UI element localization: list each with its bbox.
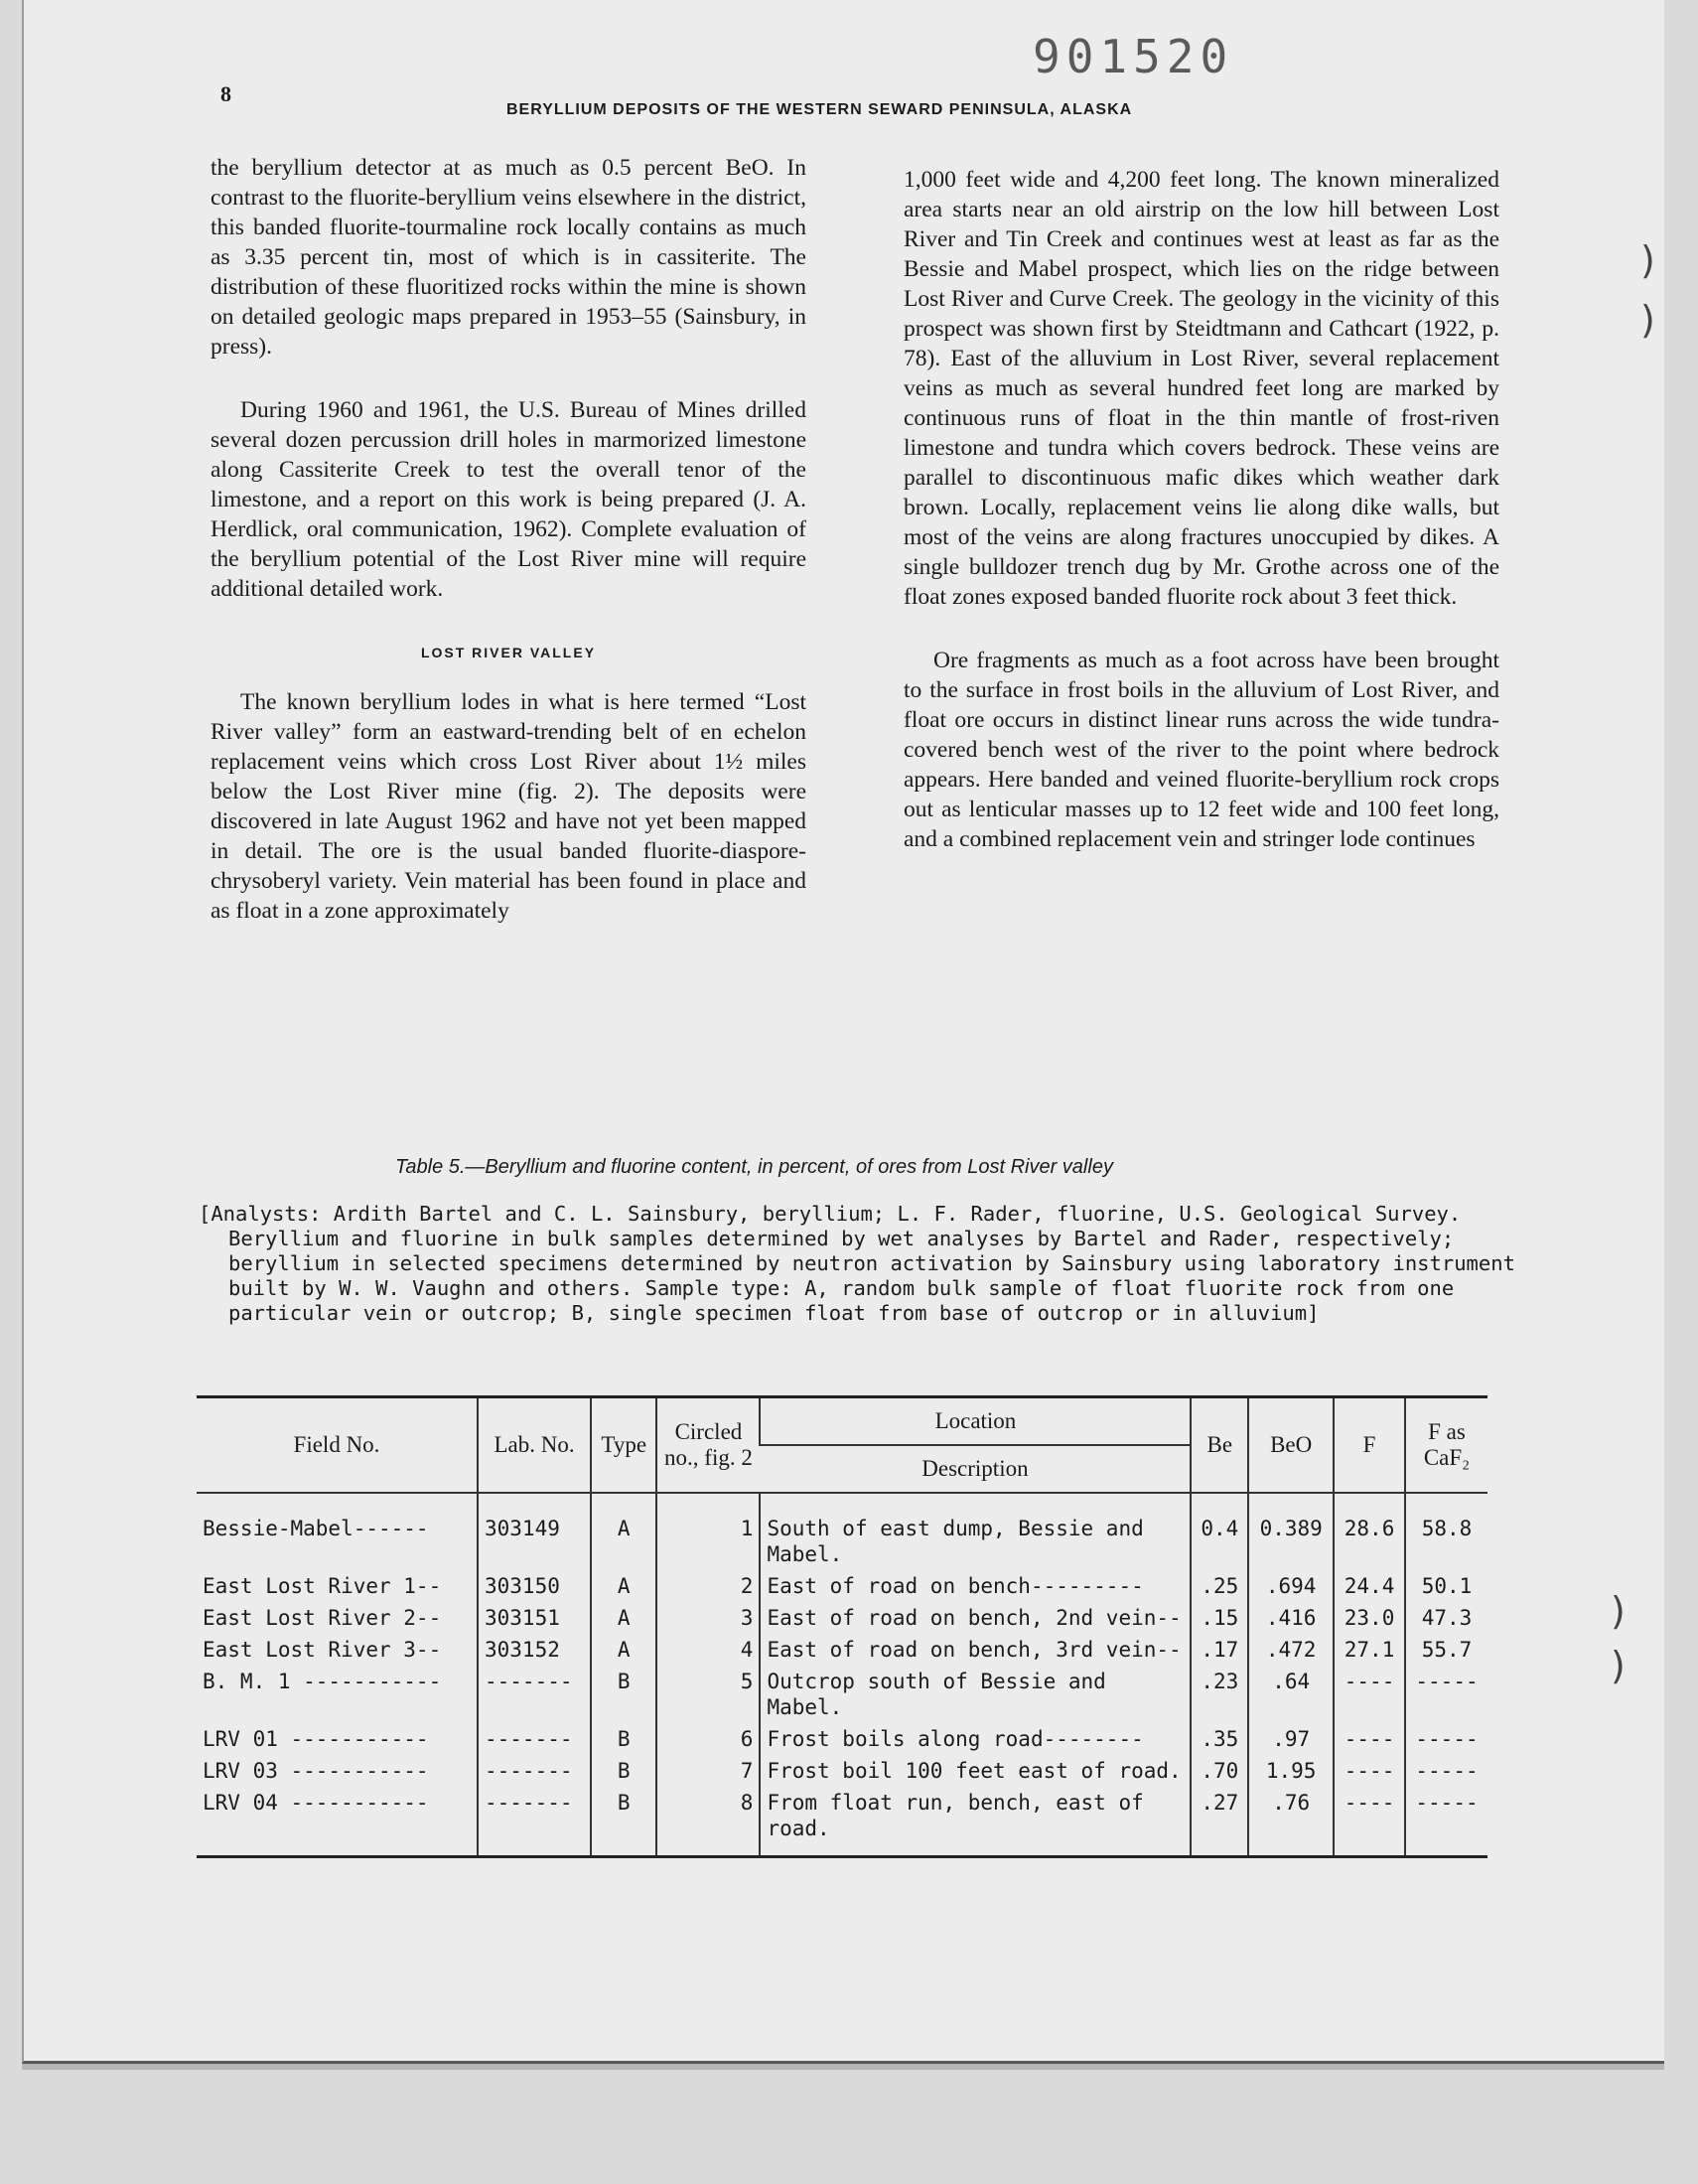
type-cell: A [591,1493,656,1570]
beo-cell: .472 [1248,1634,1334,1666]
beo-cell: .694 [1248,1570,1334,1602]
right-paragraph-2: Ore fragments as much as a foot across have been brought to the surface in frost boils in the alluvium of Lost River, and float ore occurs in distinct linear runs across the wide tundra-covered bench west of the river to the point where bedrock appears. Here banded and veined fluorite-beryllium rock crops out as lenticular masses up to 12 feet wide and 100 feet long, and a combined replacement vein and stringer lode continues [904,648,1499,852]
be-cell: .25 [1191,1570,1248,1602]
circled-no-cell: 5 [656,1666,760,1723]
description-cell: Outcrop south of Bessie and Mabel. [760,1666,1191,1723]
circled-no-cell: 3 [656,1602,760,1634]
be-cell: .17 [1191,1634,1248,1666]
table-row [197,1787,1487,1857]
table-note: [Analysts: Ardith Bartel and C. L. Sainsbury, beryllium; L. F. Rader, fluorine, U.S. Geological Survey. Beryllium and fluorine in bulk samples determined by wet analyses by Bartel and Rader, respectively; beryllium in selected specimens determined by neutron activation by Sainsbury using laboratory instrument built by W. W. Vaughn and others. Sample type: A, random bulk sample of float fluorite rock from one particular vein or outcrop; B, single specimen float from base of outcrop or in alluvium] [199,1202,1515,1325]
f-cell: 27.1 [1334,1634,1405,1666]
f-cell: ---- [1334,1755,1405,1787]
f-as-caf2-cell: 50.1 [1405,1570,1487,1602]
description-cell: From float run, bench, east of road. [760,1787,1191,1857]
page-number: 8 [220,81,231,106]
f-cell: 24.4 [1334,1570,1405,1602]
left-paragraph-2: During 1960 and 1961, the U.S. Bureau of Mines drilled several dozen percussion drill holes in marmorized limestone along Cassiterite Creek to test the overall tenor of the limestone, and a report on this work is being prepared (J. A. Herdlick, oral communication, 1962). Complete evaluation of the beryllium potential of the Lost River mine will require additional detailed work. [211,397,806,602]
lab-no-cell: 303149 [478,1493,591,1570]
f-as-caf2-cell: ----- [1405,1787,1487,1857]
beo-cell: 0.389 [1248,1493,1334,1570]
header-f-as-caf2: F as CaF₂ [1405,1397,1487,1494]
be-cell: .27 [1191,1787,1248,1857]
margin-mark: ) [1640,298,1655,342]
f-cell: 23.0 [1334,1602,1405,1634]
be-cell: .15 [1191,1602,1248,1634]
header-field-no: Field No. [197,1397,478,1494]
header-circled-no: Circled no., fig. 2 [656,1397,760,1494]
header-description: Description [760,1445,1191,1493]
section-heading: LOST RIVER VALLEY [420,645,597,660]
type-cell: B [591,1723,656,1755]
right-paragraph-1: 1,000 feet wide and 4,200 feet long. The known mineralized area starts near an old airstrip on the low hill between Lost River and Tin Creek and continues west at least as far as the Bessie and Mabel prospect, which lies on the ridge between Lost River and Curve Creek. The geology in the vicinity of this prospect was shown first by Steidtmann and Cathcart (1922, p. 78). East of the alluvium in Lost River, several replacement veins as much as several hundred feet long are marked by continuous runs of float in the thin mantle of frost-riven limestone and tundra which covers bedrock. These veins are parallel to discontinuous mafic dikes which weather dark brown. Locally, replacement veins lie along dike walls, but most of the veins are along fractures unoccupied by dikes. A single bulldozer trench dug by Mr. Grothe across one of the float zones exposed banded fluorite rock about 3 feet thick. [904,167,1499,610]
lab-no-cell: 303150 [478,1570,591,1602]
be-cell: 0.4 [1191,1493,1248,1570]
circled-no-cell: 4 [656,1634,760,1666]
left-paragraph-1: the beryllium detector at as much as 0.5 percent BeO. In contrast to the fluorite-beryllium veins elsewhere in the district, this banded fluorite-tourmaline rock locally contains as much as 3.35 percent tin, most of which is in cassiterite. The distribution of these fluoritized rocks within the mine is shown on detailed geologic maps prepared in 1953–55 (Sainsbury, in press). [211,155,806,360]
f-cell: ---- [1334,1787,1405,1857]
table-row [197,1755,1487,1787]
f-cell: ---- [1334,1666,1405,1723]
f-as-caf2-cell: ----- [1405,1755,1487,1787]
lab-no-cell: ------- [478,1787,591,1857]
field-no-cell: East Lost River 1-- [203,1574,442,1598]
type-cell: B [591,1666,656,1723]
f-as-caf2-cell: ----- [1405,1723,1487,1755]
margin-mark: ) [1611,1589,1626,1633]
lab-no-cell: ------- [478,1755,591,1787]
lab-no-cell: 303152 [478,1634,591,1666]
circled-no-cell: 7 [656,1755,760,1787]
table-row [197,1570,1487,1602]
header-f: F [1334,1397,1405,1494]
type-cell: B [591,1755,656,1787]
lab-no-cell: ------- [478,1723,591,1755]
f-as-caf2-cell: 58.8 [1405,1493,1487,1570]
beo-cell: .64 [1248,1666,1334,1723]
table-row [197,1634,1487,1666]
margin-mark: ) [1611,1644,1626,1687]
description-cell: East of road on bench, 2nd vein-- [760,1602,1191,1634]
type-cell: A [591,1570,656,1602]
header-be: Be [1191,1397,1248,1494]
type-cell: B [591,1787,656,1857]
table-body [197,1493,1487,1857]
margin-mark: ) [1640,238,1655,282]
f-as-caf2-cell: 47.3 [1405,1602,1487,1634]
field-no-cell: Bessie-Mabel------ [203,1517,429,1540]
field-no-cell: East Lost River 3-- [203,1638,442,1662]
table-row [197,1493,1487,1570]
left-paragraph-3: The known beryllium lodes in what is here termed “Lost River valley” form an eastward-trending belt of en echelon replacement veins which cross Lost River about 1½ miles below the Lost River mine (fig. 2). The deposits were discovered in late August 1962 and have not yet been mapped in detail. The ore is the usual banded fluorite-diaspore-chrysoberyl variety. Vein material has been found in place and as float in a zone approximately [211,689,806,924]
be-cell: .23 [1191,1666,1248,1723]
document-stamp-number: 901520 [1033,30,1234,83]
type-cell: A [591,1634,656,1666]
table-title: Table 5.—Beryllium and fluorine content, in percent, of ores from Lost River valley [395,1156,1113,1178]
be-cell: .35 [1191,1723,1248,1755]
header-location: Location [760,1397,1191,1446]
f-cell: ---- [1334,1723,1405,1755]
be-cell: .70 [1191,1755,1248,1787]
field-no-cell: B. M. 1 ----------- [203,1670,442,1693]
right-column [904,165,1499,888]
field-no-cell: LRV 04 ----------- [203,1791,429,1815]
data-table [197,1395,1487,1858]
lab-no-cell: 303151 [478,1602,591,1634]
type-cell: A [591,1602,656,1634]
f-as-caf2-cell: 55.7 [1405,1634,1487,1666]
beo-cell: 1.95 [1248,1755,1334,1787]
table-row [197,1666,1487,1723]
circled-no-cell: 1 [656,1493,760,1570]
header-type: Type [591,1397,656,1494]
header-beo: BeO [1248,1397,1334,1494]
header-lab-no: Lab. No. [478,1397,591,1494]
description-cell: Frost boils along road-------- [760,1723,1191,1755]
table-row [197,1723,1487,1755]
field-no-cell: LRV 03 ----------- [203,1759,429,1783]
field-no-cell: East Lost River 2-- [203,1606,442,1630]
left-column [211,153,806,959]
description-cell: South of east dump, Bessie and Mabel. [760,1493,1191,1570]
f-cell: 28.6 [1334,1493,1405,1570]
description-cell: East of road on bench--------- [760,1570,1191,1602]
beo-cell: .76 [1248,1787,1334,1857]
beo-cell: .97 [1248,1723,1334,1755]
table-row [197,1602,1487,1634]
circled-no-cell: 8 [656,1787,760,1857]
description-cell: Frost boil 100 feet east of road. [760,1755,1191,1787]
field-no-cell: LRV 01 ----------- [203,1727,429,1751]
f-as-caf2-cell: ----- [1405,1666,1487,1723]
circled-no-cell: 2 [656,1570,760,1602]
description-cell: East of road on bench, 3rd vein-- [760,1634,1191,1666]
beo-cell: .416 [1248,1602,1334,1634]
lab-no-cell: ------- [478,1666,591,1723]
circled-no-cell: 6 [656,1723,760,1755]
running-head: BERYLLIUM DEPOSITS OF THE WESTERN SEWARD PENINSULA, ALASKA [506,101,1133,118]
